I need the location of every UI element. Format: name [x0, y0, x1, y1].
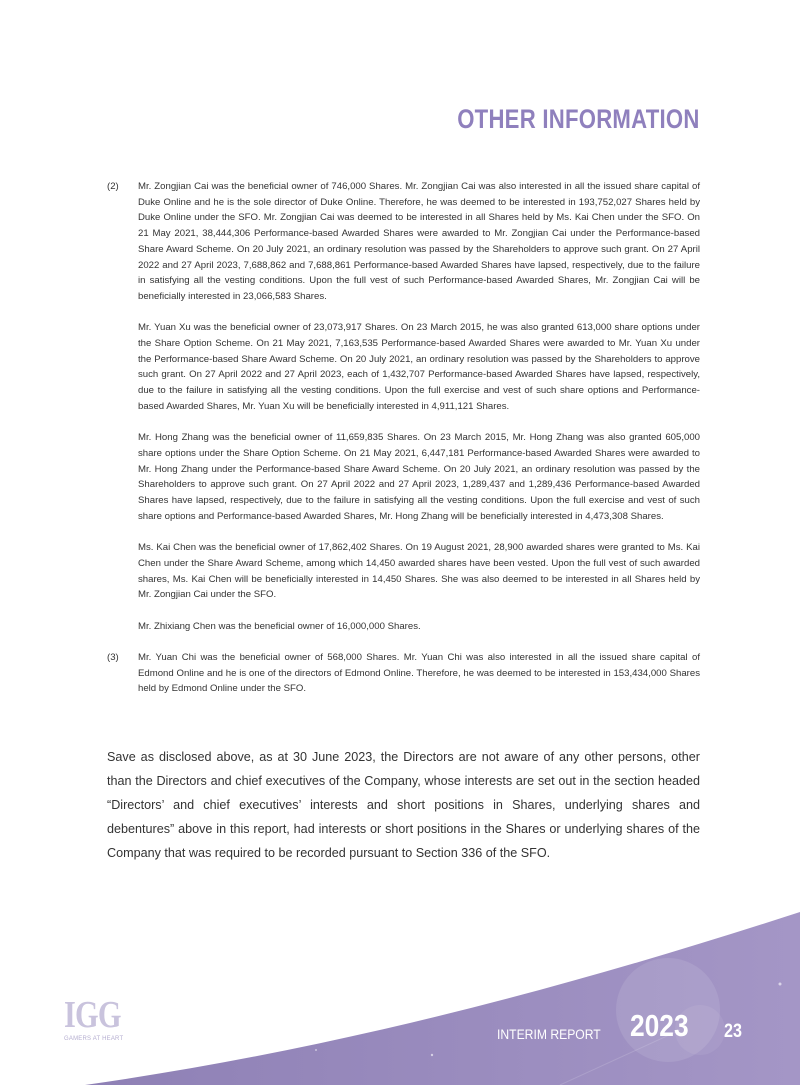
logo-mark: IGG [64, 994, 121, 1036]
footnote-paragraph: Mr. Zhixiang Chen was the beneficial owner of 16,000,000 Shares. [138, 620, 421, 632]
footnotes [107, 179, 700, 713]
igg-logo [64, 996, 138, 1042]
footnote-paragraph: Ms. Kai Chen was the beneficial owner of 17,862,402 Shares. On 19 August 2021, 28,900 awarded shares were granted to Ms. Kai Chen under the Share Award Scheme, among which 14,450 awarded shares have been vested. Upon the full vest of such awarded shares, Ms. Kai Chen will be beneficially interested in 14,450 Shares. She was also deemed to be interested in all Shares held by Mr. Zongjian Cai under the SFO. [138, 542, 700, 601]
logo-tagline: GAMERS AT HEART [64, 1036, 124, 1042]
page-number: 23 [724, 1021, 742, 1042]
closing-paragraph: Save as disclosed above, as at 30 June 2023, the Directors are not aware of any other persons, other than the Directors and chief executives of the Company, whose interests are set out in the section headed “Directors’ and chief executives’ interests and short positions in Shares, underlying shares and debentures” above in this report, had interests or short positions in the Shares or underlying shares of the Company that was required to be recorded pursuant to Section 336 of the SFO. [107, 750, 700, 860]
report-year: 2023 [630, 1008, 689, 1043]
footnote-label: (3) [107, 652, 119, 664]
footnote-label: (2) [107, 181, 119, 192]
footnote-paragraph: Mr. Zongjian Cai was the beneficial owner of 746,000 Shares. Mr. Zongjian Cai was also interested in all the issued share capital of Duke Online and he is the sole director of Duke Online. Therefore, he was deemed to be interested in 193,752,027 Shares held by Duke Online under the SFO. Mr. Zongjian Cai was deemed to be interested in all Shares held by Ms. Kai Chen under the SFO. On 21 May 2021, 38,444,306 Performance-based Awarded Shares were awarded to Mr. Zongjian Cai under the Performance-based Share Award Scheme. On 20 July 2021, an ordinary resolution was passed by the Shareholders to approve such grant. On 27 April 2022 and 27 April 2023, 7,688,862 and 7,688,861 Performance-based Awarded Shares have lapsed, respectively, due to the failure in satisfying all the vesting conditions. Upon the full vest of such Performance-based Awarded Shares, Mr. Zongjian Cai will be beneficially interested in 23,066,583 Shares. [138, 181, 700, 302]
page-title: OTHER INFORMATION [457, 104, 700, 134]
footnote-paragraph: Mr. Yuan Chi was the beneficial owner of 568,000 Shares. Mr. Yuan Chi was also interested in all the issued share capital of Edmond Online and he is one of the directors of Edmond Online. Therefore, he was deemed to be interested in 153,434,000 Shares held by Edmond Online under the SFO. [138, 652, 700, 695]
footnote-paragraph: Mr. Hong Zhang was the beneficial owner of 11,659,835 Shares. On 23 March 2015, Mr. Hong Zhang was also granted 605,000 share options under the Share Option Scheme. On 21 May 2021, 6,447,181 Performance-based Awarded Shares were awarded to Mr. Hong Zhang under the Performance-based Share Award Scheme. On 20 July 2021, an ordinary resolution was passed by the Shareholders to approve such grant. On 27 April 2022 and 27 April 2023, 1,289,437 and 1,289,436 Performance-based Awarded Shares have lapsed, respectively, due to the failure in satisfying all the vesting conditions. Upon the full exercise and vest of such share options and Performance-based Awarded Shares, Mr. Hong Zhang will be beneficially interested in 4,473,308 Shares. [138, 432, 700, 522]
footnote-3 [107, 650, 700, 713]
report-label: INTERIM REPORT [497, 1027, 601, 1042]
footnote-2 [107, 179, 700, 650]
footnote-paragraph: Mr. Yuan Xu was the beneficial owner of 23,073,917 Shares. On 23 March 2015, he was also granted 613,000 share options under the Share Option Scheme. On 21 May 2021, 7,163,535 Performance-based Awarded Shares were awarded to Mr. Yuan Xu under the Performance-based Share Award Scheme. On 20 July 2021, an ordinary resolution was passed by the Shareholders to approve such grant. On 27 April 2022 and 27 April 2023, each of 1,432,707 Performance-based Awarded Shares have lapsed, respectively, due to the failure in satisfying all the vesting conditions. Upon the full exercise and vest of such share options and Performance-based Awarded Shares, Mr. Yuan Xu will be beneficially interested in 4,911,121 Shares. [138, 322, 700, 412]
